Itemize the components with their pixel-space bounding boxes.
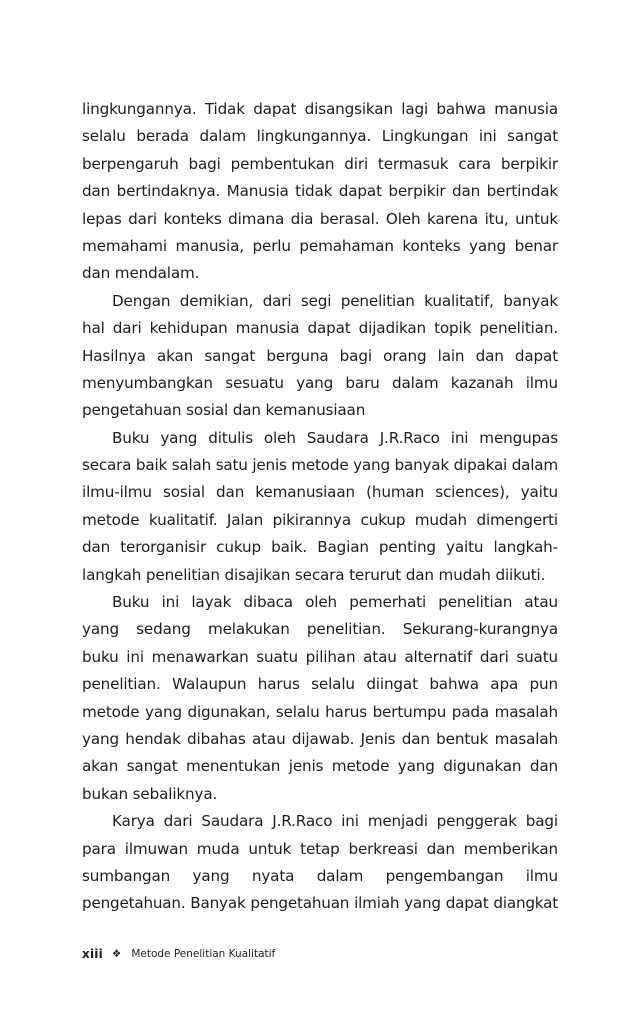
text-line: lepas dari konteks dimana dia berasal. Oleh karena itu, untuk [82,209,558,228]
text-line: memahami manusia, perlu pemahaman konteks yang benar [82,236,558,255]
text-line: sumbangan yang nyata dalam pengembangan ilmu [82,866,558,885]
text-line: langkah penelitian disajikan secara terurut dan mudah diikuti. [82,565,546,584]
text-line: pengetahuan. Banyak pengetahuan ilmiah yang dapat diangkat [82,894,558,913]
text-line: berpengaruh bagi pembentukan diri termasuk cara berpikir [82,154,558,173]
text-line: akan sangat menentukan jenis metode yang digunakan dan [82,757,558,776]
text-line: secara baik salah satu jenis metode yang banyak dipakai dalam [82,456,558,475]
text-line: Buku ini layak dibaca oleh pemerhati penelitian atau [112,593,558,612]
text-line: Hasilnya akan sangat berguna bagi orang lain dan dapat [82,346,558,365]
diamond-ornament-icon: ❖ [111,948,122,960]
running-title: Metode Penelitian Kualitatif [131,948,276,960]
text-line: Karya dari Saudara J.R.Raco ini menjadi penggerak bagi [112,812,558,831]
text-line: dan bertindaknya. Manusia tidak dapat berpikir dan bertindak [82,182,558,201]
text-line: ilmu-ilmu sosial dan kemanusiaan (human sciences), yaitu [82,483,558,502]
text-line: Buku yang ditulis oleh Saudara J.R.Raco ini mengupas [112,428,558,447]
text-line: penelitian. Walaupun harus selalu diingat bahwa apa pun [82,675,558,694]
text-line: hal dari kehidupan manusia dapat dijadikan topik penelitian. [82,319,558,338]
text-line: metode kualitatif. Jalan pikirannya cukup mudah dimengerti [82,510,558,529]
text-line: Dengan demikian, dari segi penelitian kualitatif, banyak [112,291,558,310]
text-line: bukan sebaliknya. [82,784,218,803]
text-line: dan mendalam. [82,264,200,283]
text-line: lingkungannya. Tidak dapat disangsikan lagi bahwa manusia [82,100,558,118]
text-line: pengetahuan sosial dan kemanusiaan [82,401,366,420]
body-text [82,96,558,918]
text-line: menyumbangkan sesuatu yang baru dalam kazanah ilmu [82,373,558,392]
page-number: xiii [82,947,103,961]
text-line: buku ini menawarkan suatu pilihan atau alternatif dari suatu [82,647,558,666]
page-footer [82,944,275,964]
text-line: selalu berada dalam lingkungannya. Lingkungan ini sangat [82,127,558,146]
text-line: yang hendak dibahas atau dijawab. Jenis dan bentuk masalah [82,729,558,748]
text-line: metode yang digunakan, selalu harus bertumpu pada masalah [82,702,558,721]
text-line: dan terorganisir cukup baik. Bagian penting yaitu langkah- [82,538,558,557]
text-line: yang sedang melakukan penelitian. Sekurang-kurangnya [82,620,558,639]
text-line: para ilmuwan muda untuk tetap berkreasi dan memberikan [82,839,558,858]
